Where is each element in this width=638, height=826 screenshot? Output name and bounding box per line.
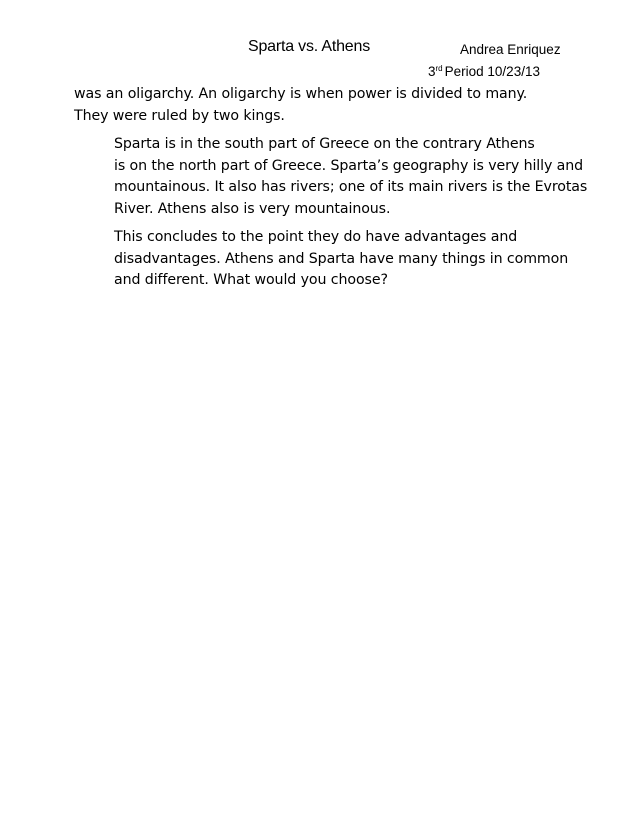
text-line: disadvantages. Athens and Sparta have many things in common [114,250,569,267]
text-line: was an oligarchy. An oligarchy is when power is divided to many. [74,86,528,102]
text-line: mountainous. It also has rivers; one of its main rivers is the Evrotas [114,179,588,195]
text-line: This concludes to the point they do have advantages and [114,229,518,245]
text-line: They were ruled by two kings. [74,107,285,124]
text-line: Sparta is in the south part of Greece on the contrary Athens [114,136,535,152]
period-and-date: Period 10/23/13 [444,64,540,79]
author-name: Andrea Enriquez [460,42,561,57]
text-line: River. Athens also is very mountainous. [114,200,391,217]
period-ordinal-suffix: rd [435,64,443,73]
text-line: and different. What would you choose? [114,272,388,288]
document-title: Sparta vs. Athens [248,38,371,55]
period-date [428,64,540,79]
paragraph-geography [74,134,588,220]
essay-body [74,84,588,292]
period-number: 3 [428,64,436,79]
text-line: is on the north part of Greece. Sparta’s geography is very hilly and [114,157,584,174]
paragraph-conclusion [74,227,574,292]
paragraph-oligarchy [74,84,574,127]
